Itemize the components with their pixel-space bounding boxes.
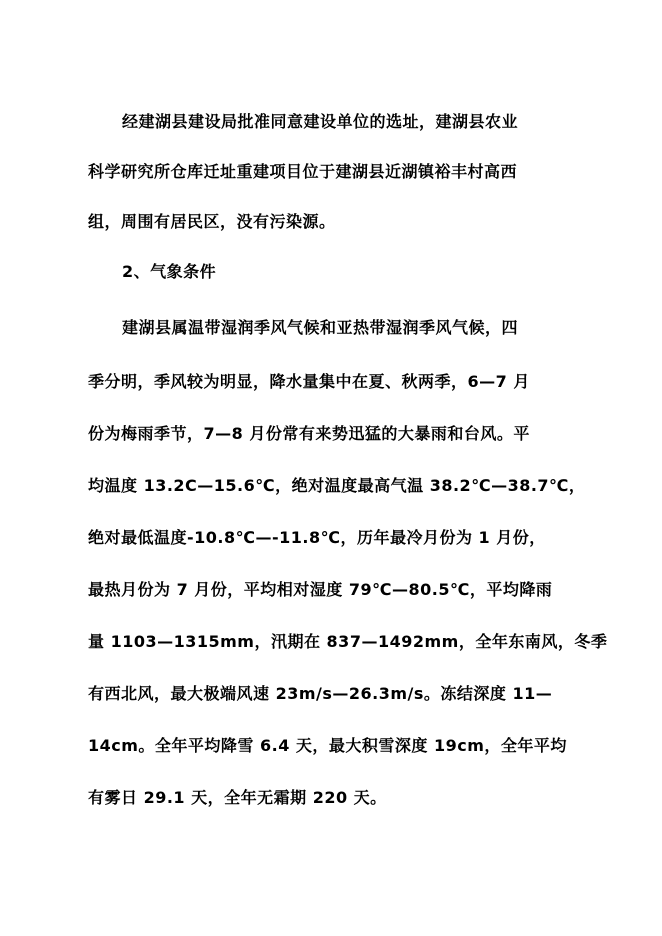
- paragraph-3-line-4: 均温度 13.2C—15.6℃，绝对温度最高气温 38.2℃—38.7℃，: [88, 476, 586, 495]
- paragraph-3-line-10: 有雾日 29.1 天，全年无霜期 220 天。: [88, 788, 387, 807]
- paragraph-3-line-3: 份为梅雨季节，7—8 月份常有来势迅猛的大暴雨和台风。平: [88, 424, 530, 443]
- paragraph-1-line-1: 经建湖县建设局批准同意建设单位的选址，建湖县农业: [122, 112, 519, 131]
- paragraph-3-line-8: 有西北风，最大极端风速 23m/s—26.3m/s。冻结深度 11—: [88, 684, 553, 703]
- paragraph-3-line-2: 季分明，季风较为明显，降水量集中在夏、秋两季，6—7 月: [88, 372, 530, 391]
- paragraph-3-line-9: 14cm。全年平均降雪 6.4 天，最大积雪深度 19cm，全年平均: [88, 736, 567, 755]
- paragraph-3-line-1: 建湖县属温带湿润季风气候和亚热带湿润季风气候，四: [122, 318, 519, 337]
- paragraph-3-line-6: 最热月份为 7 月份，平均相对湿度 79℃—80.5℃，平均降雨: [88, 580, 553, 599]
- section-heading: 2、气象条件: [122, 262, 217, 281]
- paragraph-3-line-5: 绝对最低温度-10.8℃—-11.8℃，历年最冷月份为 1 月份，: [88, 528, 546, 547]
- paragraph-1-line-2: 科学研究所仓库迁址重建项目位于建湖县近湖镇裕丰村高西: [88, 162, 518, 181]
- paragraph-3-line-7: 量 1103—1315mm，汛期在 837—1492mm，全年东南风，冬季: [88, 632, 608, 651]
- paragraph-1-line-3: 组，周围有居民区，没有污染源。: [88, 212, 336, 231]
